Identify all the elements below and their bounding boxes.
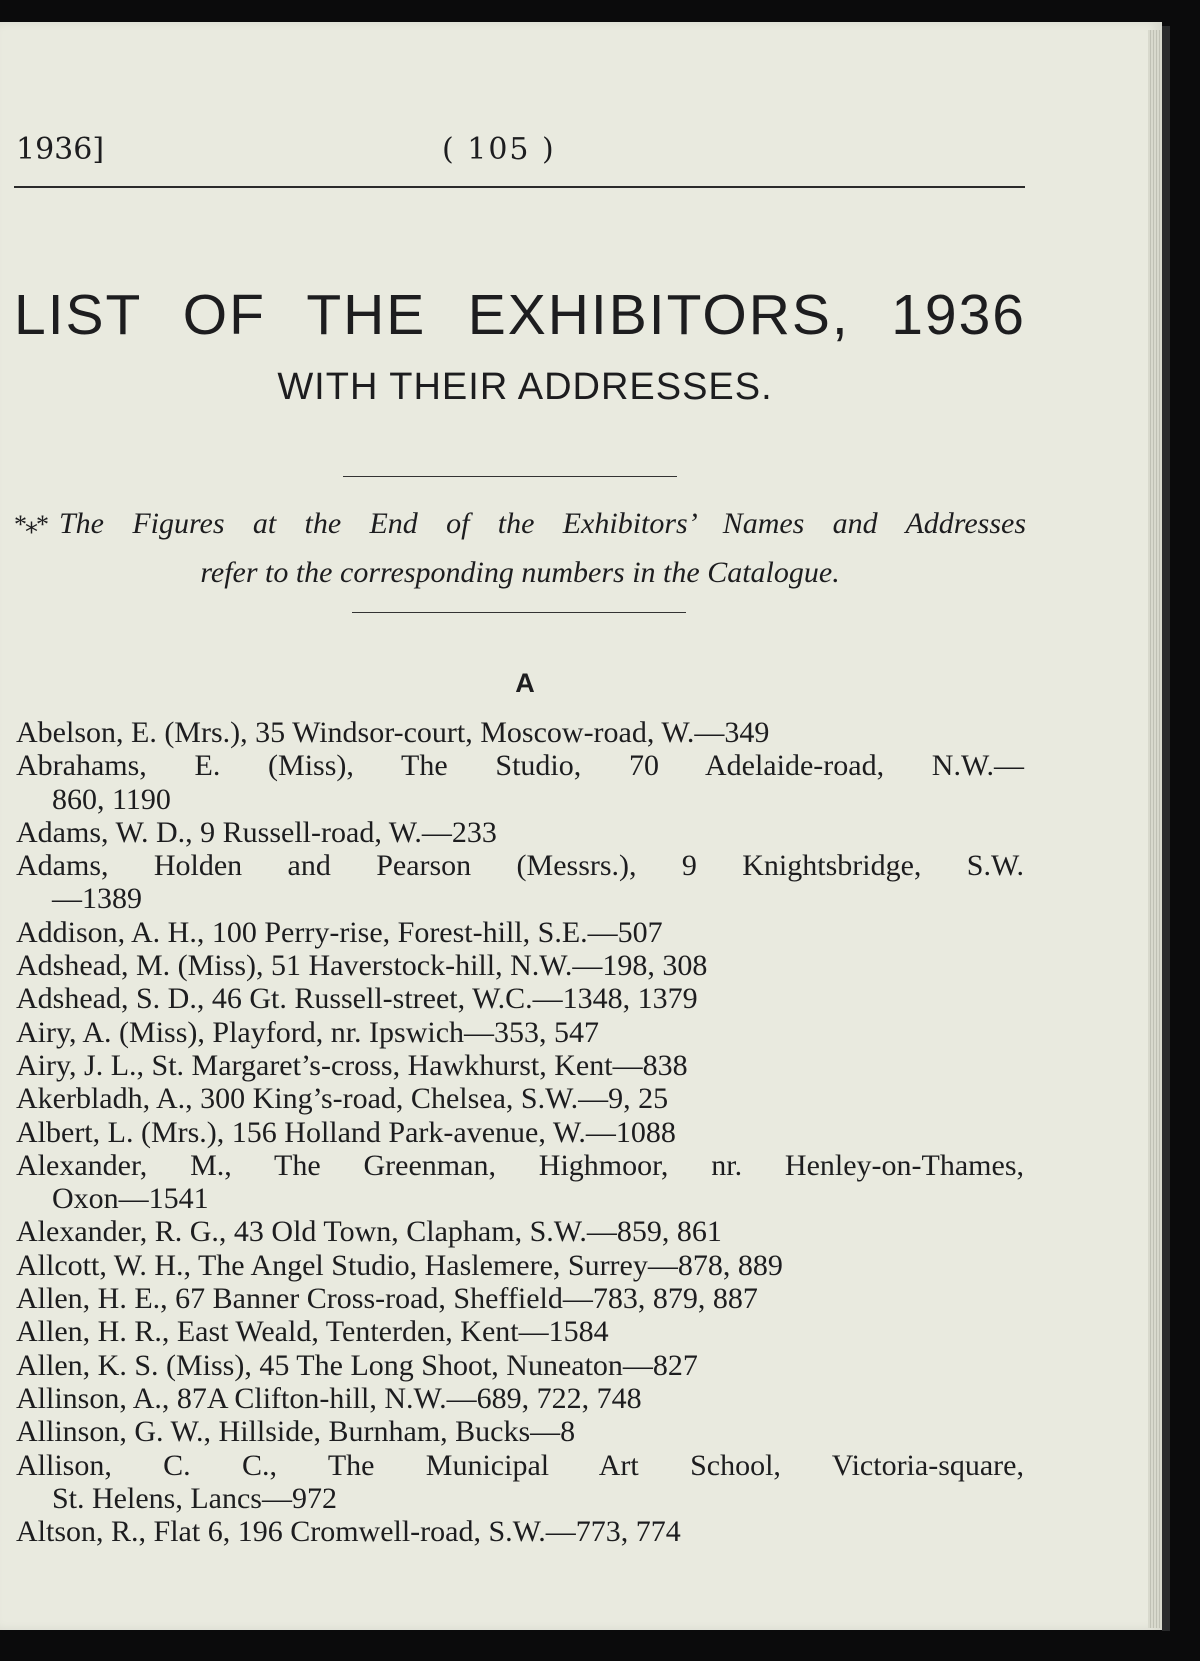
page-number: ( 105 ) — [442, 132, 556, 167]
divider-rule-lower — [352, 612, 686, 613]
exhibitor-entry-line: Allen, H. R., East Weald, Tenterden, Kent—1584 — [16, 1315, 609, 1349]
exhibitor-entry-line: Adshead, M. (Miss), 51 Haverstock-hill, N.W.—198, 308 — [16, 949, 708, 983]
running-head — [16, 132, 1026, 172]
exhibitor-entry-line: Allison, C. C., The Municipal Art School, Victoria-square, — [16, 1448, 1024, 1482]
exhibitor-entry-line: Akerbladh, A., 300 King’s-road, Chelsea, S.W.—9, 25 — [16, 1082, 669, 1116]
exhibitor-entry — [16, 1449, 1028, 1516]
exhibitor-entry — [16, 1349, 1028, 1382]
exhibitor-entry-line: Allcott, W. H., The Angel Studio, Haslemere, Surrey—878, 889 — [16, 1248, 783, 1282]
exhibitor-entry-line: Altson, R., Flat 6, 196 Cromwell-road, S.W.—773, 774 — [16, 1515, 681, 1549]
exhibitor-entry — [16, 1116, 1028, 1149]
exhibitor-entry-line: Alexander, R. G., 43 Old Town, Clapham, S.W.—859, 861 — [16, 1215, 722, 1249]
page-subtitle: WITH THEIR ADDRESSES. — [277, 366, 773, 408]
exhibitor-entry — [16, 1049, 1028, 1082]
exhibitor-list — [16, 716, 1028, 1548]
exhibitor-entry — [16, 1149, 1028, 1216]
header-rule — [14, 186, 1025, 188]
exhibitor-entry — [16, 1382, 1028, 1415]
note-text-1: The Figures at the End of the Exhibitors’ Names and Addresses — [59, 507, 1026, 540]
exhibitor-entry-line: Addison, A. H., 100 Perry-rise, Forest-hill, S.E.—507 — [16, 915, 663, 949]
exhibitor-entry-line: Airy, A. (Miss), Playford, nr. Ipswich—353, 547 — [16, 1015, 600, 1049]
exhibitor-entry — [16, 716, 1028, 749]
book-spine — [1162, 26, 1170, 1631]
exhibitor-entry-line: Adshead, S. D., 46 Gt. Russell-street, W.C.—1348, 1379 — [16, 982, 698, 1016]
exhibitor-entry-continuation: St. Helens, Lancs—972 — [52, 1481, 337, 1515]
exhibitor-entry-line: Alexander, M., The Greenman, Highmoor, nr. Henley-on-Thames, — [16, 1148, 1024, 1182]
exhibitor-entry-line: Airy, J. L., St. Margaret’s-cross, Hawkhurst, Kent—838 — [16, 1048, 688, 1082]
asterism-icon: *⁎* — [14, 510, 47, 539]
exhibitor-entry — [16, 982, 1028, 1015]
exhibitor-entry — [16, 1249, 1028, 1282]
page-edges — [1148, 30, 1162, 1628]
divider-rule-upper — [343, 476, 677, 477]
note-line-1 — [14, 500, 1026, 549]
editorial-note — [14, 500, 1026, 597]
exhibitor-entry — [16, 849, 1028, 916]
exhibitor-entry-line: Albert, L. (Mrs.), 156 Holland Park-avenue, W.—1088 — [16, 1115, 676, 1149]
note-line-2: refer to the corresponding numbers in the Catalogue. — [200, 556, 840, 589]
exhibitor-entry — [16, 949, 1028, 982]
exhibitor-entry-line: Abelson, E. (Mrs.), 35 Windsor-court, Moscow-road, W.—349 — [16, 716, 770, 749]
exhibitor-entry — [16, 1282, 1028, 1315]
exhibitor-entry-line: Adams, W. D., 9 Russell-road, W.—233 — [16, 815, 497, 849]
exhibitor-entry — [16, 1082, 1028, 1115]
section-letter: A — [515, 668, 535, 698]
exhibitor-entry — [16, 816, 1028, 849]
exhibitor-entry — [16, 1415, 1028, 1448]
running-head-year: 1936] — [16, 132, 105, 167]
exhibitor-entry — [16, 749, 1028, 816]
exhibitor-entry-line: Allinson, A., 87A Clifton-hill, N.W.—689, 722, 748 — [16, 1381, 642, 1415]
exhibitor-entry-continuation: Oxon—1541 — [52, 1182, 209, 1216]
exhibitor-entry — [16, 1215, 1028, 1248]
page-title: LIST OF THE EXHIBITORS, 1936 — [14, 283, 1026, 347]
exhibitor-entry — [16, 1515, 1028, 1548]
exhibitor-entry — [16, 916, 1028, 949]
exhibitor-entry-line: Abrahams, E. (Miss), The Studio, 70 Adelaide-road, N.W.— — [16, 749, 1024, 783]
exhibitor-entry-line: Allen, K. S. (Miss), 45 The Long Shoot, Nuneaton—827 — [16, 1348, 698, 1382]
exhibitor-entry-line: Adams, Holden and Pearson (Messrs.), 9 Knightsbridge, S.W. — [16, 849, 1024, 883]
exhibitor-entry-continuation: —1389 — [52, 882, 142, 916]
exhibitor-entry — [16, 1016, 1028, 1049]
exhibitor-entry-continuation: 860, 1190 — [52, 782, 171, 816]
exhibitor-entry — [16, 1315, 1028, 1348]
exhibitor-entry-line: Allinson, G. W., Hillside, Burnham, Bucks—8 — [16, 1415, 576, 1449]
exhibitor-entry-line: Allen, H. E., 67 Banner Cross-road, Sheffield—783, 879, 887 — [16, 1282, 758, 1316]
